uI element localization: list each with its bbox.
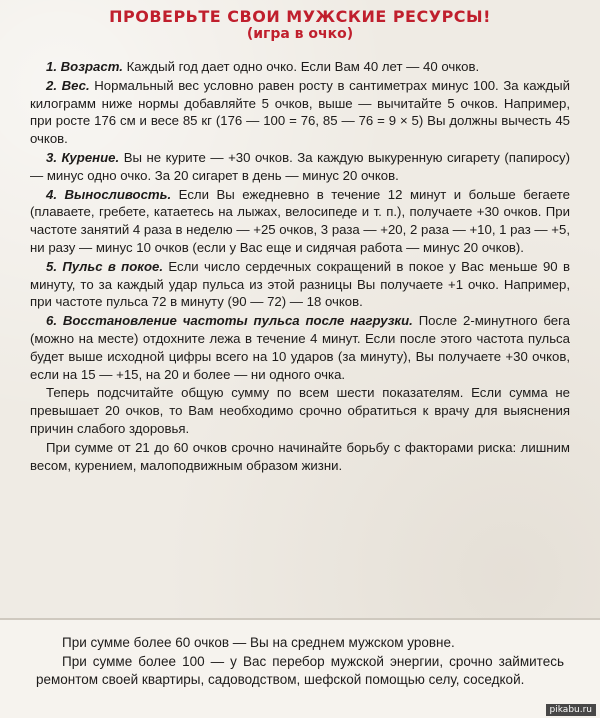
- paragraph-heading: 5. Пульс в покое.: [46, 258, 164, 274]
- bottom-section: [0, 620, 600, 718]
- paragraph-text: Каждый год дает одно очко. Если Вам 40 лет — 40 очков.: [122, 59, 480, 74]
- article-body: [30, 58, 570, 475]
- paragraph-text: Если Вы ежедневно в течение 12 минут и больше бегаете (плаваете, гребете, катаетесь на лыжах, велосипеде и т. п.), получаете +30 очков. При частоте занятий 4 раза в неделю — +25 очков, 3 раза — +20, 2 раза — +10, 1 раз — +5, ни разу — минус 10 очков (если у Вас еще и сидячая работа — минус 20 очков).: [30, 186, 570, 255]
- article-subtitle: (игра в очко): [246, 26, 354, 42]
- paragraph-heading: 3. Курение.: [46, 149, 120, 165]
- paragraph-heading: 2. Вес.: [46, 77, 90, 93]
- paragraph-summary-mid: [30, 439, 570, 475]
- paragraph-heading: 1. Возраст.: [46, 59, 123, 74]
- paragraph-heading: 4. Выносливость.: [46, 186, 172, 202]
- site-watermark: pikabu.ru: [546, 704, 596, 716]
- paragraph-pulse: [30, 258, 570, 311]
- article-title: ПРОВЕРЬТЕ СВОИ МУЖСКИЕ РЕСУРСЫ!: [109, 7, 491, 26]
- bottom-text: [36, 634, 564, 690]
- paragraph-summary-excess: При сумме более 100 — у Вас перебор мужской энергии, срочно займитесь ремонтом своей квартиры, садоводством, шефской помощью селу, соседкой.: [36, 654, 564, 687]
- paragraph-text: При сумме от 21 до 60 очков срочно начинайте борьбу с факторами риска: лишним весом, курением, малоподвижным образом жизни.: [30, 439, 570, 473]
- paragraph-age: [30, 58, 570, 76]
- paragraph-text: После 2-минутного бега (можно на месте) отдохните лежа в течение 4 минут. Если после этого частота пульса будет выше исходной цифры всего на 10 ударов (за минуту), Вы получаете +30 очков, если на 15 — +15, на 20 и более — ни одного очка.: [30, 313, 570, 382]
- paragraph-weight: [30, 77, 570, 148]
- paragraph-smoking: [30, 149, 570, 185]
- paragraph-endurance: [30, 186, 570, 257]
- paragraph-text: Теперь подсчитайте общую сумму по всем шести показателям. Если сумма не превышает 20 очков, то Вам необходимо срочно обратиться к врачу для выяснения причин слабого здоровья.: [30, 385, 570, 436]
- paragraph-recovery: [30, 312, 570, 383]
- paragraph-text: Если число сердечных сокращений в покое у Вас меньше 90 в минуту, то за каждый удар пульса из этой разницы Вы получаете +1 очко. Например, при частоте пульса 72 в минуту (90 — 72) — 18 очков.: [30, 258, 570, 310]
- paragraph-text: Вы не курите — +30 очков. За каждую выкуренную сигарету (папиросу) — минус одно очко. За 20 сигарет в день — минус 20 очков.: [30, 149, 570, 183]
- paragraph-heading: 6. Восстановление частоты пульса после нагрузки.: [46, 313, 413, 329]
- paragraph-summary-high: При сумме более 60 очков — Вы на среднем мужском уровне.: [62, 635, 455, 650]
- paragraph-summary-low: [30, 384, 570, 437]
- paragraph-text: Нормальный вес условно равен росту в сантиметрах минус 100. За каждый килограмм ниже нормы добавляйте 5 очков, выше — вычитайте 5 очков. Например, при росте 176 см и весе 85 кг (176 — 100 = 76, 85 — 76 = 9 × 5) Вы должны вычесть 45 очков.: [30, 77, 571, 147]
